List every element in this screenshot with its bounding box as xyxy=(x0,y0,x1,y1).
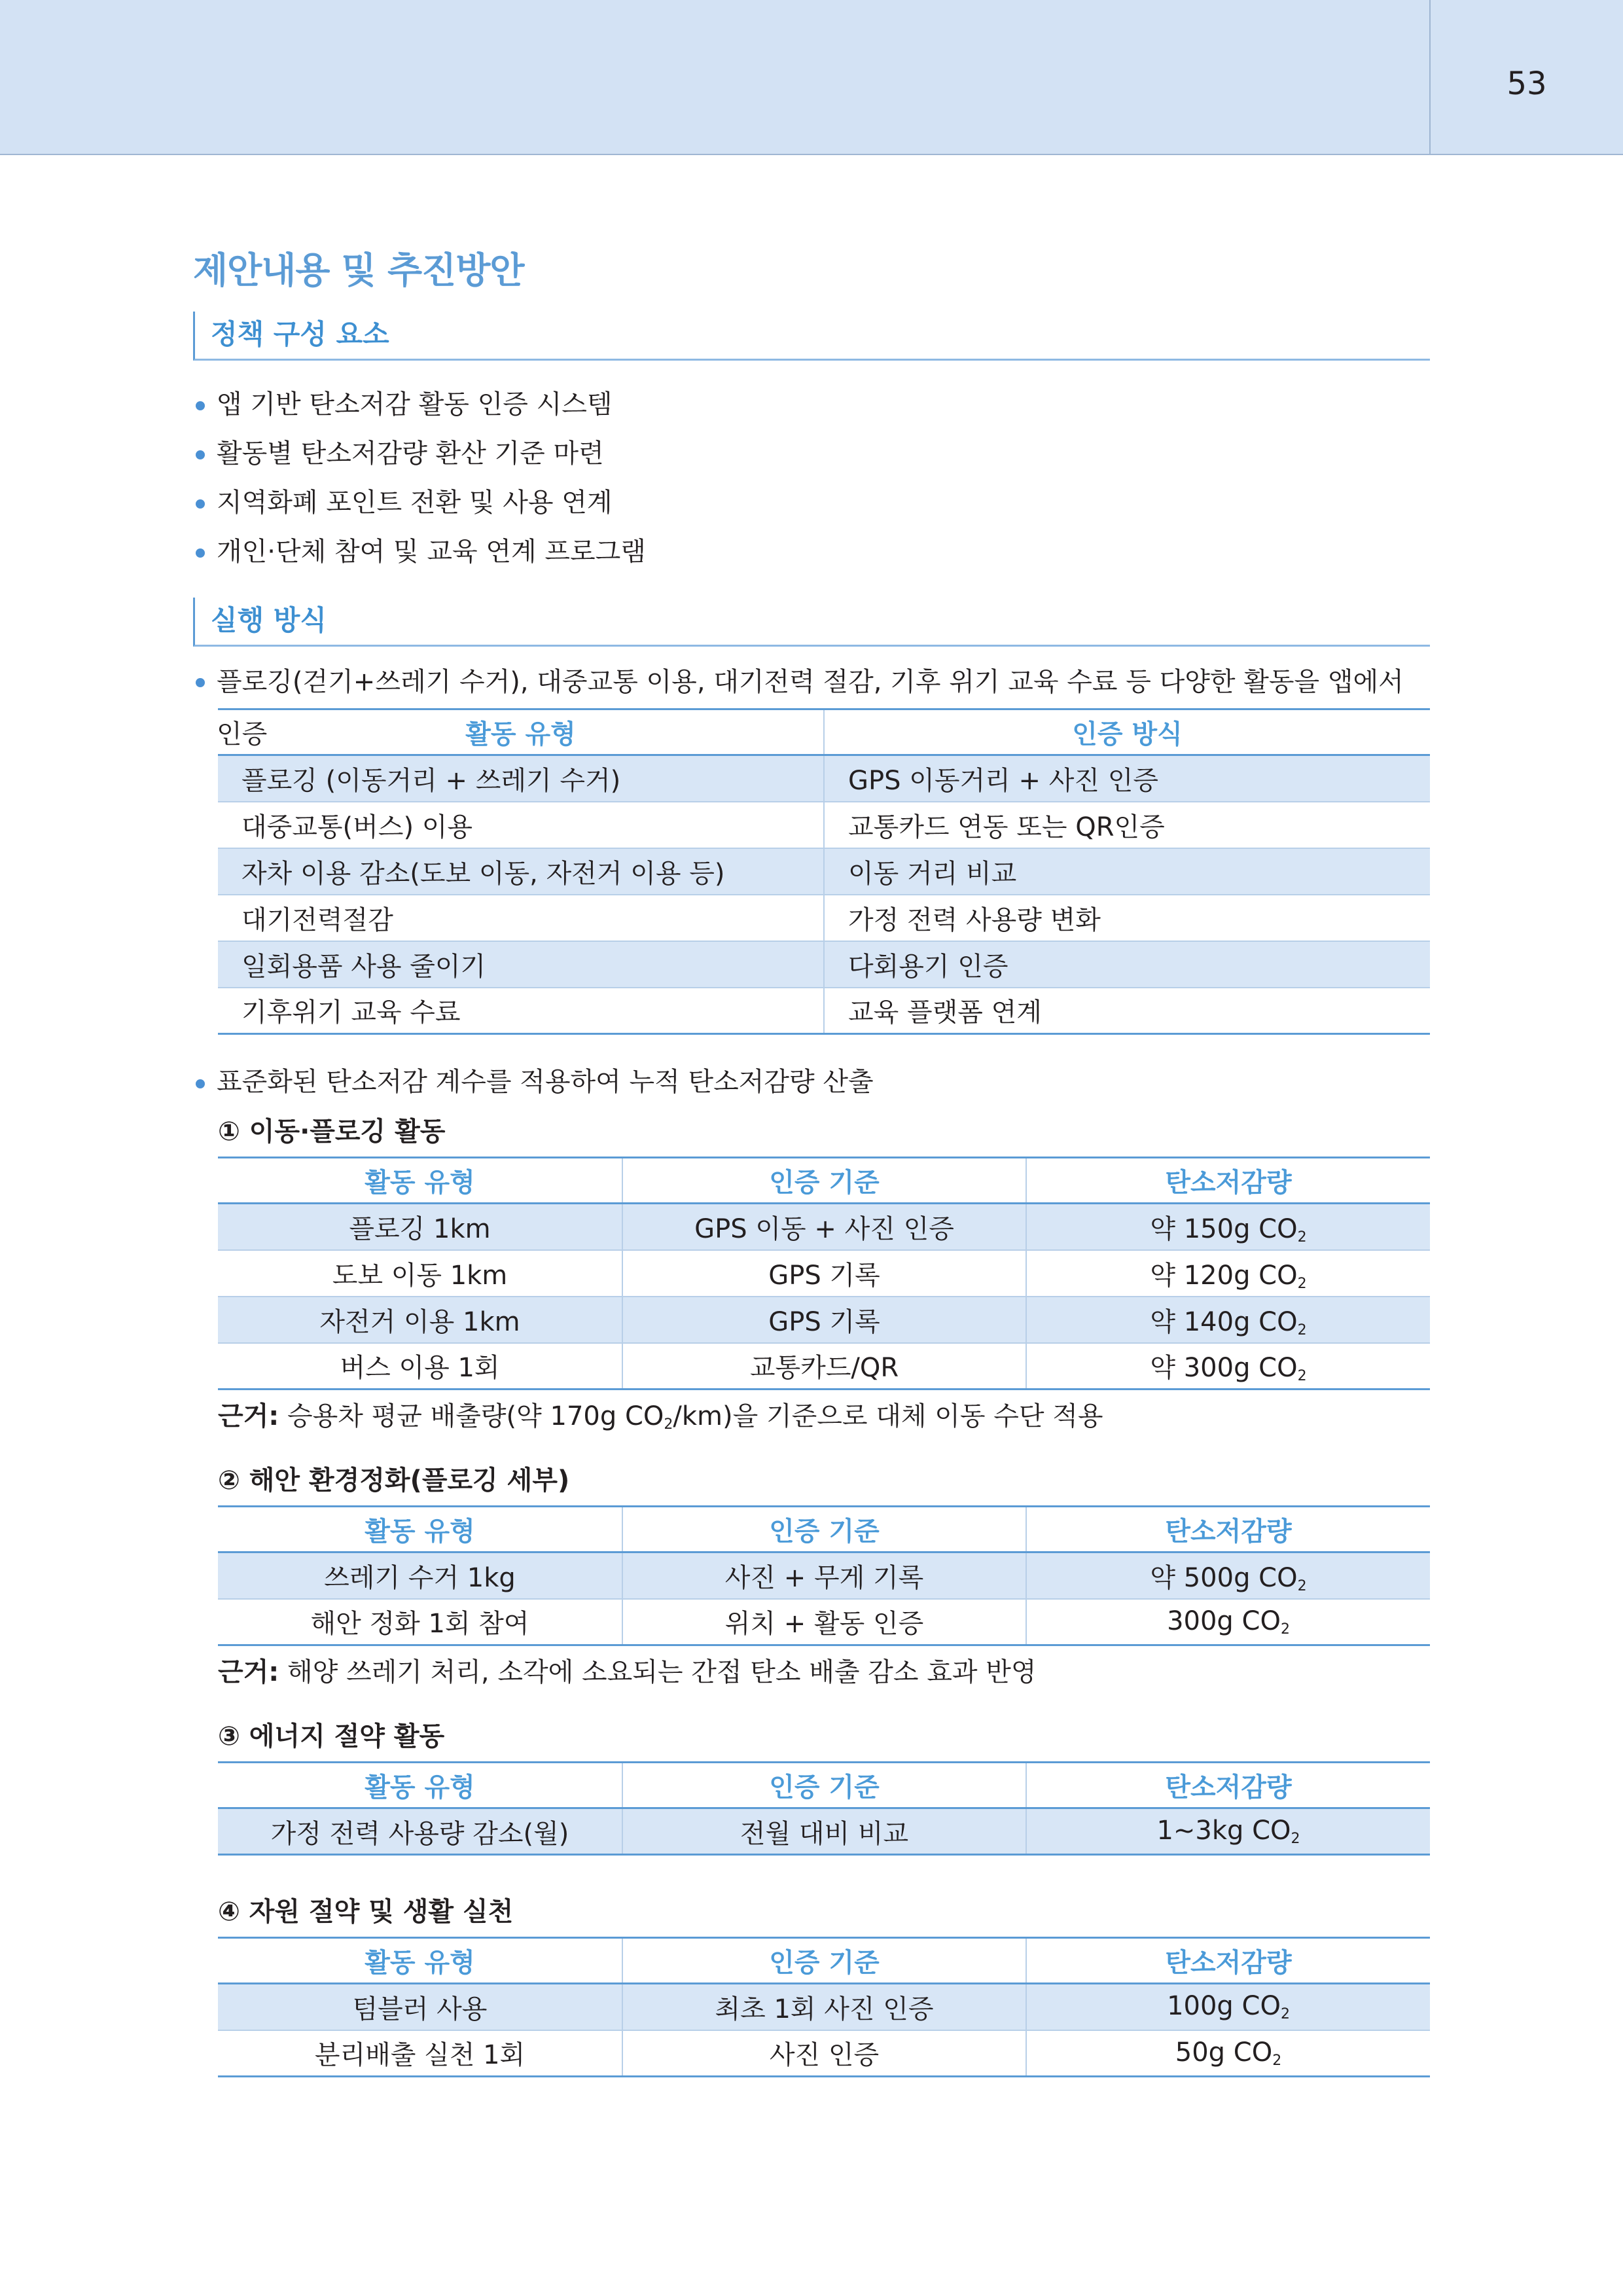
table-row xyxy=(218,1250,1430,1297)
table-row xyxy=(218,2030,1430,2077)
column-header: 활동 유형 xyxy=(218,1507,622,1552)
table-cell: 이동 거리 비교 xyxy=(824,848,1430,895)
table-row xyxy=(218,1297,1430,1343)
basis-text: 해양 쓰레기 처리, 소각에 소요되는 간접 탄소 배출 감소 효과 반영 xyxy=(287,1657,1037,1687)
execution-table xyxy=(218,708,1430,1035)
reduction-value: 약 120g CO xyxy=(1150,1260,1298,1291)
column-header: 활동 유형 xyxy=(218,1158,622,1204)
page-number: 53 xyxy=(1507,65,1547,102)
table-row xyxy=(218,1343,1430,1390)
column-header: 탄소저감량 xyxy=(1026,1507,1430,1552)
list-item: 앱 기반 탄소저감 활동 인증 시스템 xyxy=(193,380,1430,429)
co2-subscript: 2 xyxy=(1297,1577,1307,1594)
table-cell: 해안 정화 1회 참여 xyxy=(218,1599,622,1645)
co2-subscript: 2 xyxy=(1280,2006,1290,2023)
table-cell: 전월 대비 비교 xyxy=(622,1808,1026,1855)
table-cell xyxy=(1026,1343,1430,1390)
table-cell xyxy=(1026,1599,1430,1645)
basis-note-coast xyxy=(218,1646,1430,1698)
table-cell: 버스 이용 1회 xyxy=(218,1343,622,1390)
table-cell: 교통카드/QR xyxy=(622,1343,1026,1390)
basis-note-mobility xyxy=(218,1390,1430,1443)
mobility-table xyxy=(218,1157,1430,1390)
header-band xyxy=(0,0,1623,155)
reduction-value: 약 300g CO xyxy=(1150,1353,1298,1384)
page-content xyxy=(193,247,1430,2077)
list-item: 활동별 탄소저감량 환산 기준 마련 xyxy=(193,429,1430,478)
table-cell xyxy=(1026,1297,1430,1343)
table-cell: 일회용품 사용 줄이기 xyxy=(218,941,824,988)
column-header: 활동 유형 xyxy=(218,1763,622,1808)
table-cell: 대기전력절감 xyxy=(218,895,824,941)
column-header: 인증 기준 xyxy=(622,1938,1026,1984)
table-cell xyxy=(1026,1808,1430,1855)
policy-heading: 정책 구성 요소 xyxy=(193,312,1430,361)
co2-subscript: 2 xyxy=(1297,1229,1307,1246)
table-cell: GPS 기록 xyxy=(622,1250,1026,1297)
column-header: 인증 기준 xyxy=(622,1507,1026,1552)
column-header: 탄소저감량 xyxy=(1026,1158,1430,1204)
table-row xyxy=(218,895,1430,941)
list-item: 개인·단체 참여 및 교육 연계 프로그램 xyxy=(193,528,1430,577)
coast-table xyxy=(218,1505,1430,1646)
reduction-value: 300g CO xyxy=(1167,1605,1281,1636)
table-cell: 가정 전력 사용량 감소(월) xyxy=(218,1808,622,1855)
basis-label: 근거: xyxy=(218,1657,279,1687)
co2-subscript: 2 xyxy=(1297,1275,1307,1292)
table-cell: 쓰레기 수거 1kg xyxy=(218,1552,622,1599)
table-cell: 분리배출 실천 1회 xyxy=(218,2030,622,2077)
table-row xyxy=(218,941,1430,988)
section-heading-energy: ③ 에너지 절약 활동 xyxy=(218,1721,445,1751)
co2-subscript: 2 xyxy=(1280,1621,1290,1638)
table-cell: 도보 이동 1km xyxy=(218,1250,622,1297)
reduction-value: 약 500g CO xyxy=(1150,1562,1298,1593)
reduction-value: 1~3kg CO xyxy=(1156,1816,1291,1846)
policy-list xyxy=(193,380,1430,577)
table-cell: 가정 전력 사용량 변화 xyxy=(824,895,1430,941)
resource-table xyxy=(218,1937,1430,2077)
table-row xyxy=(218,802,1430,848)
list-item: 지역화폐 포인트 전환 및 사용 연계 xyxy=(193,478,1430,528)
table-cell: 자전거 이용 1km xyxy=(218,1297,622,1343)
table-cell xyxy=(1026,1250,1430,1297)
reduction-value: 약 150g CO xyxy=(1150,1213,1298,1244)
section-heading-coast: ② 해안 환경정화(플로깅 세부) xyxy=(218,1465,570,1496)
reduction-value: 50g CO xyxy=(1175,2037,1273,2068)
table-cell: 교통카드 연동 또는 QR인증 xyxy=(824,802,1430,848)
section-title: 제안내용 및 추진방안 xyxy=(193,249,524,291)
column-header: 탄소저감량 xyxy=(1026,1938,1430,1984)
table-cell xyxy=(1026,1204,1430,1250)
table-cell: GPS 이동거리 + 사진 인증 xyxy=(824,755,1430,802)
basis-text: /km)을 기준으로 대체 이동 수단 적용 xyxy=(673,1401,1103,1431)
table-cell: GPS 기록 xyxy=(622,1297,1026,1343)
column-header: 인증 방식 xyxy=(824,709,1430,755)
table-row xyxy=(218,1599,1430,1645)
column-header: 활동 유형 xyxy=(218,709,824,755)
table-cell: 사진 인증 xyxy=(622,2030,1026,2077)
table-row xyxy=(218,1552,1430,1599)
column-header: 탄소저감량 xyxy=(1026,1763,1430,1808)
energy-table xyxy=(218,1761,1430,1856)
co2-subscript: 2 xyxy=(1297,1368,1307,1385)
co2-subscript: 2 xyxy=(1297,1321,1307,1338)
table-cell: 플로깅 (이동거리 + 쓰레기 수거) xyxy=(218,755,824,802)
calc-bullet: 표준화된 탄소저감 계수를 적용하여 누적 탄소저감량 산출 xyxy=(193,1057,1430,1107)
table-cell: 교육 플랫폼 연계 xyxy=(824,988,1430,1034)
table-cell: 텀블러 사용 xyxy=(218,1984,622,2030)
table-cell: 위치 + 활동 인증 xyxy=(622,1599,1026,1645)
table-cell: 사진 + 무게 기록 xyxy=(622,1552,1026,1599)
basis-text: 승용차 평균 배출량(약 170g CO xyxy=(287,1401,664,1431)
reduction-value: 약 140g CO xyxy=(1150,1306,1298,1337)
table-cell: 기후위기 교육 수료 xyxy=(218,988,824,1034)
co2-subscript: 2 xyxy=(664,1416,673,1433)
table-row xyxy=(218,1984,1430,2030)
execution-heading: 실행 방식 xyxy=(193,598,1430,647)
table-row xyxy=(218,988,1430,1034)
table-row xyxy=(218,755,1430,802)
table-cell: 대중교통(버스) 이용 xyxy=(218,802,824,848)
table-row xyxy=(218,1808,1430,1855)
table-cell xyxy=(1026,1984,1430,2030)
co2-subscript: 2 xyxy=(1272,2052,1282,2069)
table-cell: 최초 1회 사진 인증 xyxy=(622,1984,1026,2030)
section-heading-mobility: ① 이동·플로깅 활동 xyxy=(218,1117,446,1147)
table-cell xyxy=(1026,1552,1430,1599)
reduction-value: 100g CO xyxy=(1167,1991,1281,2022)
basis-label: 근거: xyxy=(218,1401,279,1431)
column-header: 인증 기준 xyxy=(622,1158,1026,1204)
table-cell: 플로깅 1km xyxy=(218,1204,622,1250)
table-cell: 자차 이용 감소(도보 이동, 자전거 이용 등) xyxy=(218,848,824,895)
table-cell: GPS 이동 + 사진 인증 xyxy=(622,1204,1026,1250)
table-cell: 다회용기 인증 xyxy=(824,941,1430,988)
column-header: 인증 기준 xyxy=(622,1763,1026,1808)
execution-bullet: 플로깅(걷기+쓰레기 수거), 대중교통 이용, 대기전력 절감, 기후 위기 교육 수료 등 다양한 활동을 앱에서 인증 xyxy=(193,656,1430,708)
co2-subscript: 2 xyxy=(1291,1831,1300,1847)
section-heading-resource: ④ 자원 절약 및 생활 실천 xyxy=(218,1897,514,1927)
table-row xyxy=(218,1204,1430,1250)
table-row xyxy=(218,848,1430,895)
table-cell xyxy=(1026,2030,1430,2077)
column-header: 활동 유형 xyxy=(218,1938,622,1984)
